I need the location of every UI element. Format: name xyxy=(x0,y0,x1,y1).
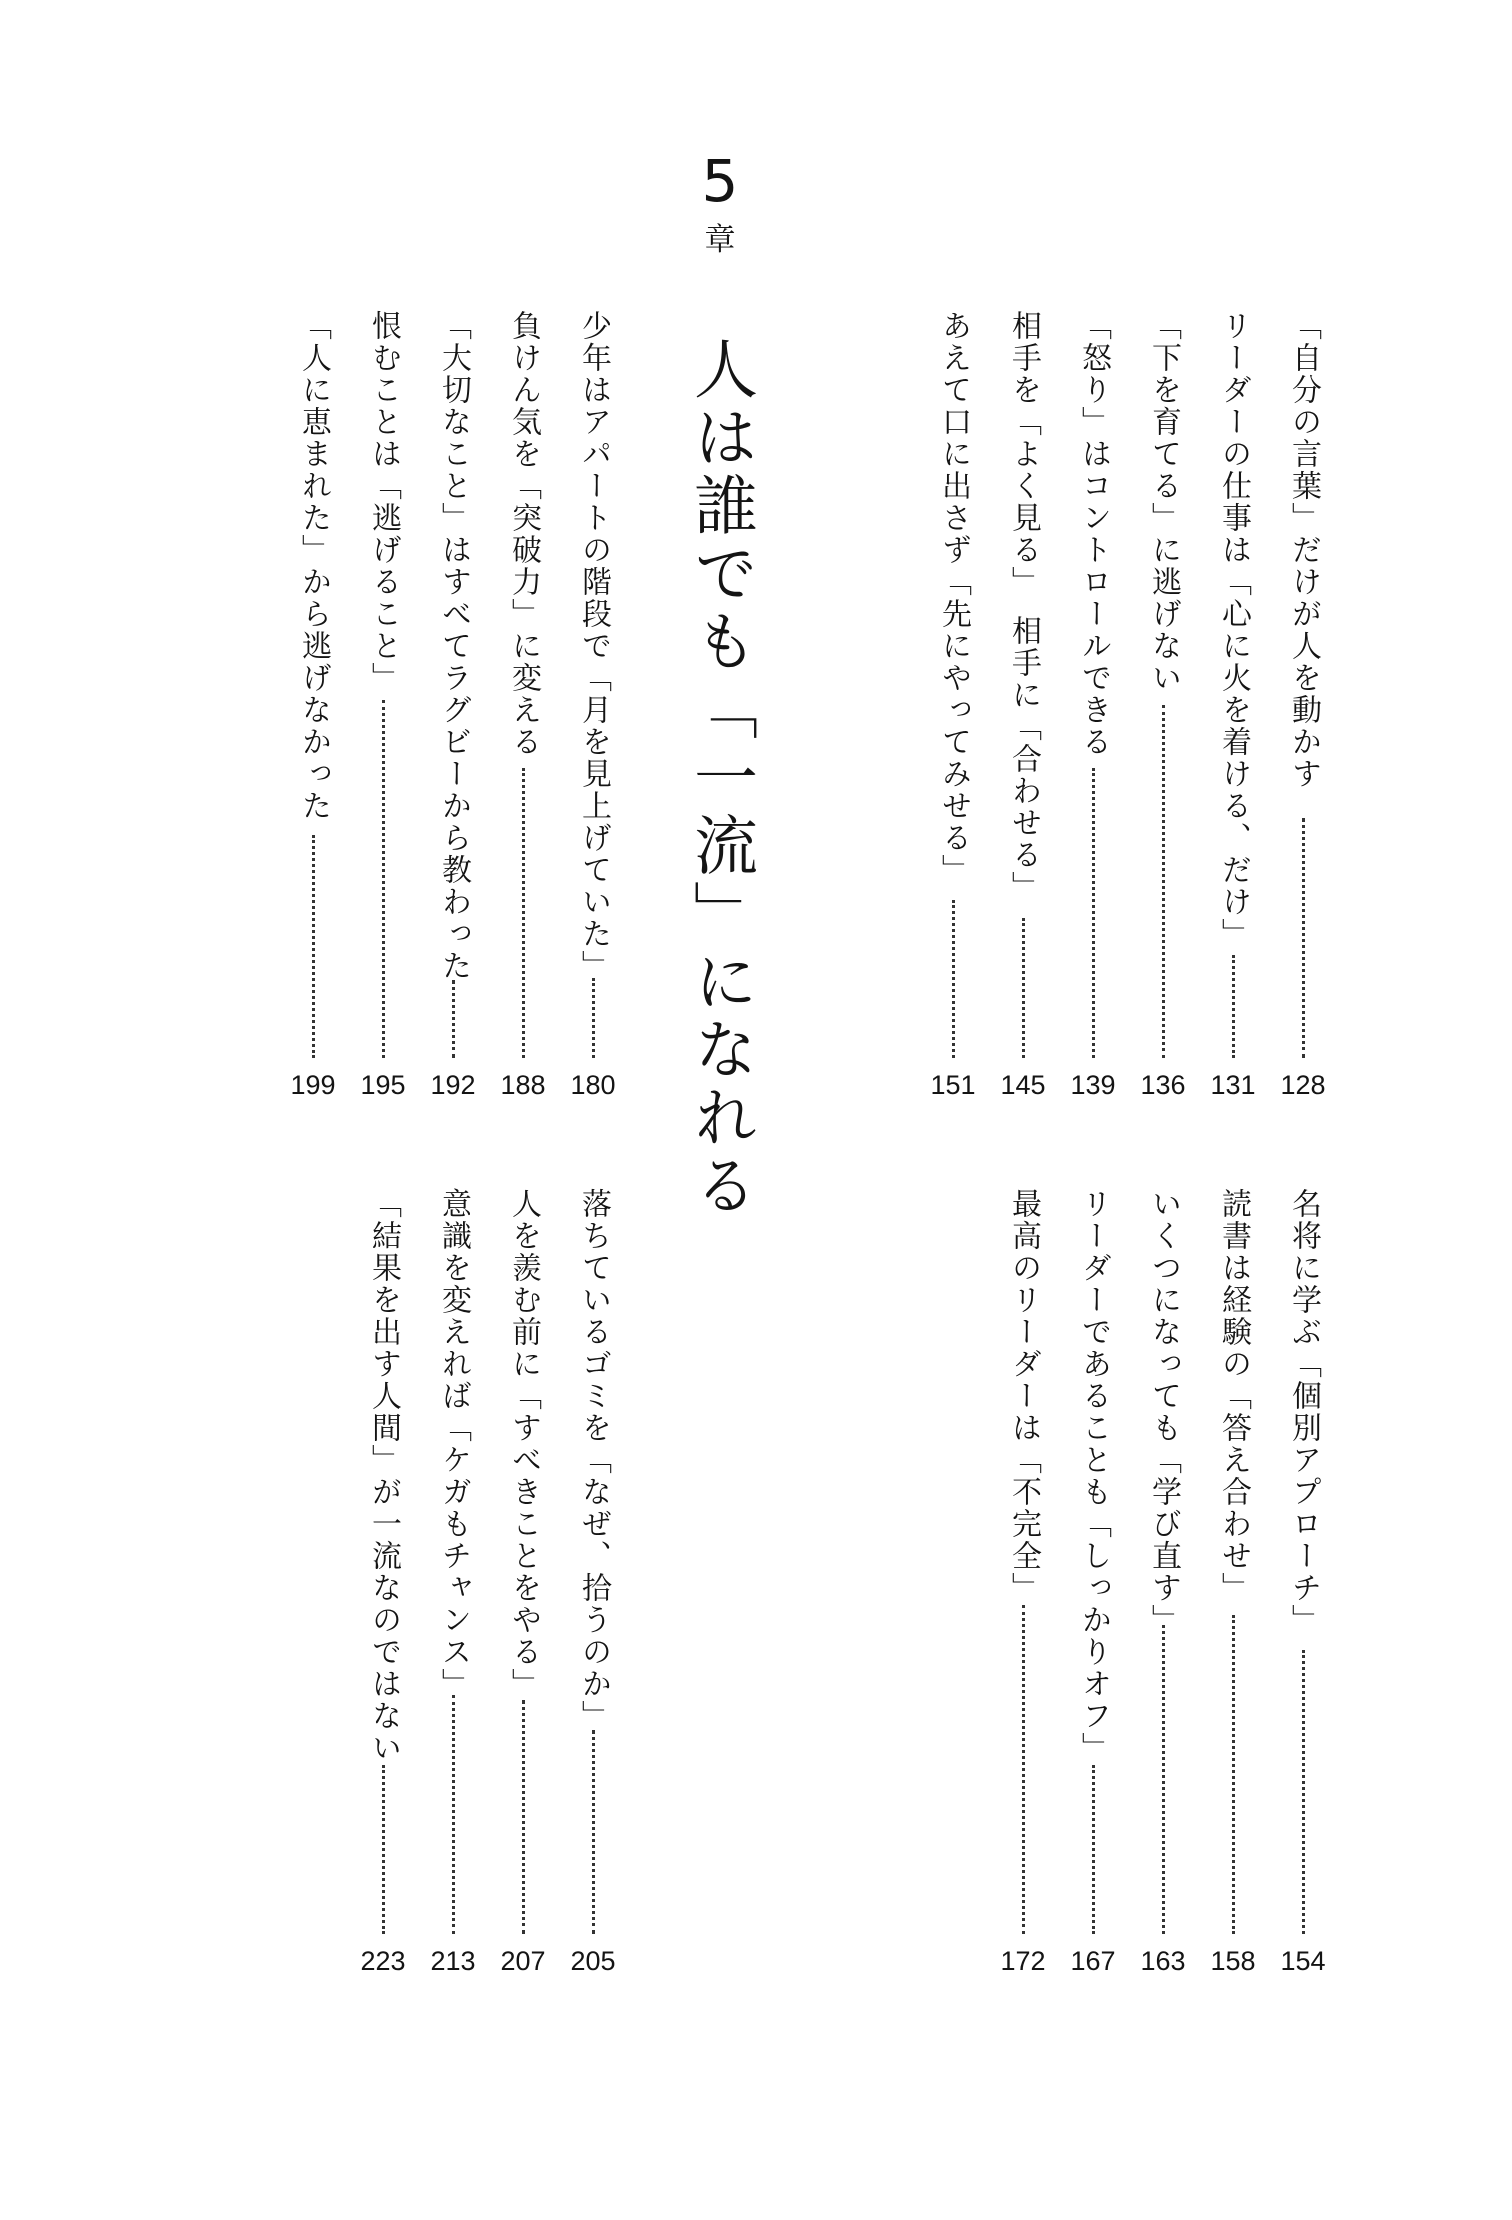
toc-entry-title: いくつになっても「学び直す」 xyxy=(1146,1188,1181,1636)
toc-entry-page: 213 xyxy=(430,1946,476,1976)
toc-entry-page: 205 xyxy=(570,1946,616,1976)
toc-entry-page: 180 xyxy=(570,1070,616,1100)
toc-entry-page: 199 xyxy=(290,1070,336,1100)
dot-leader xyxy=(522,1700,525,1934)
toc-entry-page: 192 xyxy=(430,1070,476,1100)
toc-entry-title: 「怒り」はコントロールできる xyxy=(1076,310,1111,758)
toc-entry-page: 151 xyxy=(930,1070,976,1100)
dot-leader xyxy=(1092,768,1095,1058)
toc-entry-page: 154 xyxy=(1280,1946,1326,1976)
toc-entry-title: 最高のリーダーは「不完全」 xyxy=(1006,1188,1041,1604)
chapter-title: 人は誰でも「一流」になれる xyxy=(683,336,757,1220)
dot-leader xyxy=(1302,1650,1305,1934)
dot-leader xyxy=(1232,955,1235,1058)
toc-entry-title: 相手を「よく見る」 相手に「合わせる」 xyxy=(1006,310,1041,903)
toc-entry-title: 「自分の言葉」だけが人を動かす xyxy=(1286,310,1321,790)
dot-leader xyxy=(592,978,595,1058)
dot-leader xyxy=(1092,1765,1095,1934)
dot-leader xyxy=(452,1695,455,1934)
dot-leader xyxy=(452,980,455,1058)
dot-leader xyxy=(312,835,315,1058)
dot-leader xyxy=(1302,818,1305,1058)
dot-leader xyxy=(1022,1605,1025,1934)
toc-entry-title: 「結果を出す人間」が一流なのではない xyxy=(366,1188,401,1764)
toc-entry-title: リーダーの仕事は「心に火を着ける、だけ」 xyxy=(1216,310,1251,950)
toc-entry-page: 158 xyxy=(1210,1946,1256,1976)
dot-leader xyxy=(1232,1615,1235,1934)
toc-entry-title: あえて口に出さず「先にやってみせる」 xyxy=(936,310,971,886)
toc-entry xyxy=(429,310,477,1065)
dot-leader xyxy=(1162,705,1165,1058)
toc-entry-title: 人を羨む前に「すべきことをやる」 xyxy=(506,1188,541,1700)
chapter-label: 章 xyxy=(704,222,736,258)
toc-entry-page: 128 xyxy=(1280,1070,1326,1100)
dot-leader xyxy=(952,900,955,1058)
toc-entry-title: 少年はアパートの階段で「月を見上げていた」 xyxy=(576,310,611,982)
toc-entry-page: 139 xyxy=(1070,1070,1116,1100)
toc-entry-page: 131 xyxy=(1210,1070,1256,1100)
toc-entry xyxy=(1209,310,1257,1065)
dot-leader xyxy=(1022,918,1025,1058)
chapter-number: 5 xyxy=(701,147,739,215)
toc-entry-title: 意識を変えれば「ケガもチャンス」 xyxy=(436,1188,471,1700)
dot-leader xyxy=(382,700,385,1058)
dot-leader xyxy=(382,1765,385,1934)
toc-entry-page: 167 xyxy=(1070,1946,1116,1976)
toc-entry-page: 188 xyxy=(500,1070,546,1100)
toc-entry-title: 名将に学ぶ「個別アプローチ」 xyxy=(1286,1188,1321,1636)
toc-entry-title: 「人に恵まれた」から逃げなかった xyxy=(296,310,331,822)
toc-entry-page: 136 xyxy=(1140,1070,1186,1100)
dot-leader xyxy=(522,768,525,1058)
toc-entry-title: 「下を育てる」に逃げない xyxy=(1146,310,1181,694)
toc-entry-page: 223 xyxy=(360,1946,406,1976)
toc-entry-title: 「大切なこと」はすべてラグビーから教わった xyxy=(436,310,471,982)
toc-entry-title: 読書は経験の「答え合わせ」 xyxy=(1216,1188,1251,1604)
toc-entry-title: 負けん気を「突破力」に変える xyxy=(506,310,541,758)
toc-entry-title: 落ちているゴミを「なぜ、拾うのか」 xyxy=(576,1188,611,1732)
toc-entry-page: 195 xyxy=(360,1070,406,1100)
toc-entry xyxy=(569,310,617,1065)
toc-entry-page: 172 xyxy=(1000,1946,1046,1976)
toc-entry-page: 163 xyxy=(1140,1946,1186,1976)
dot-leader xyxy=(1162,1625,1165,1934)
toc-entry-page: 207 xyxy=(500,1946,546,1976)
toc-entry-page: 145 xyxy=(1000,1070,1046,1100)
toc-entry-title: 恨むことは「逃げること」 xyxy=(366,310,401,694)
toc-entry-title: リーダーであることも「しっかりオフ」 xyxy=(1076,1188,1111,1764)
dot-leader xyxy=(592,1730,595,1934)
